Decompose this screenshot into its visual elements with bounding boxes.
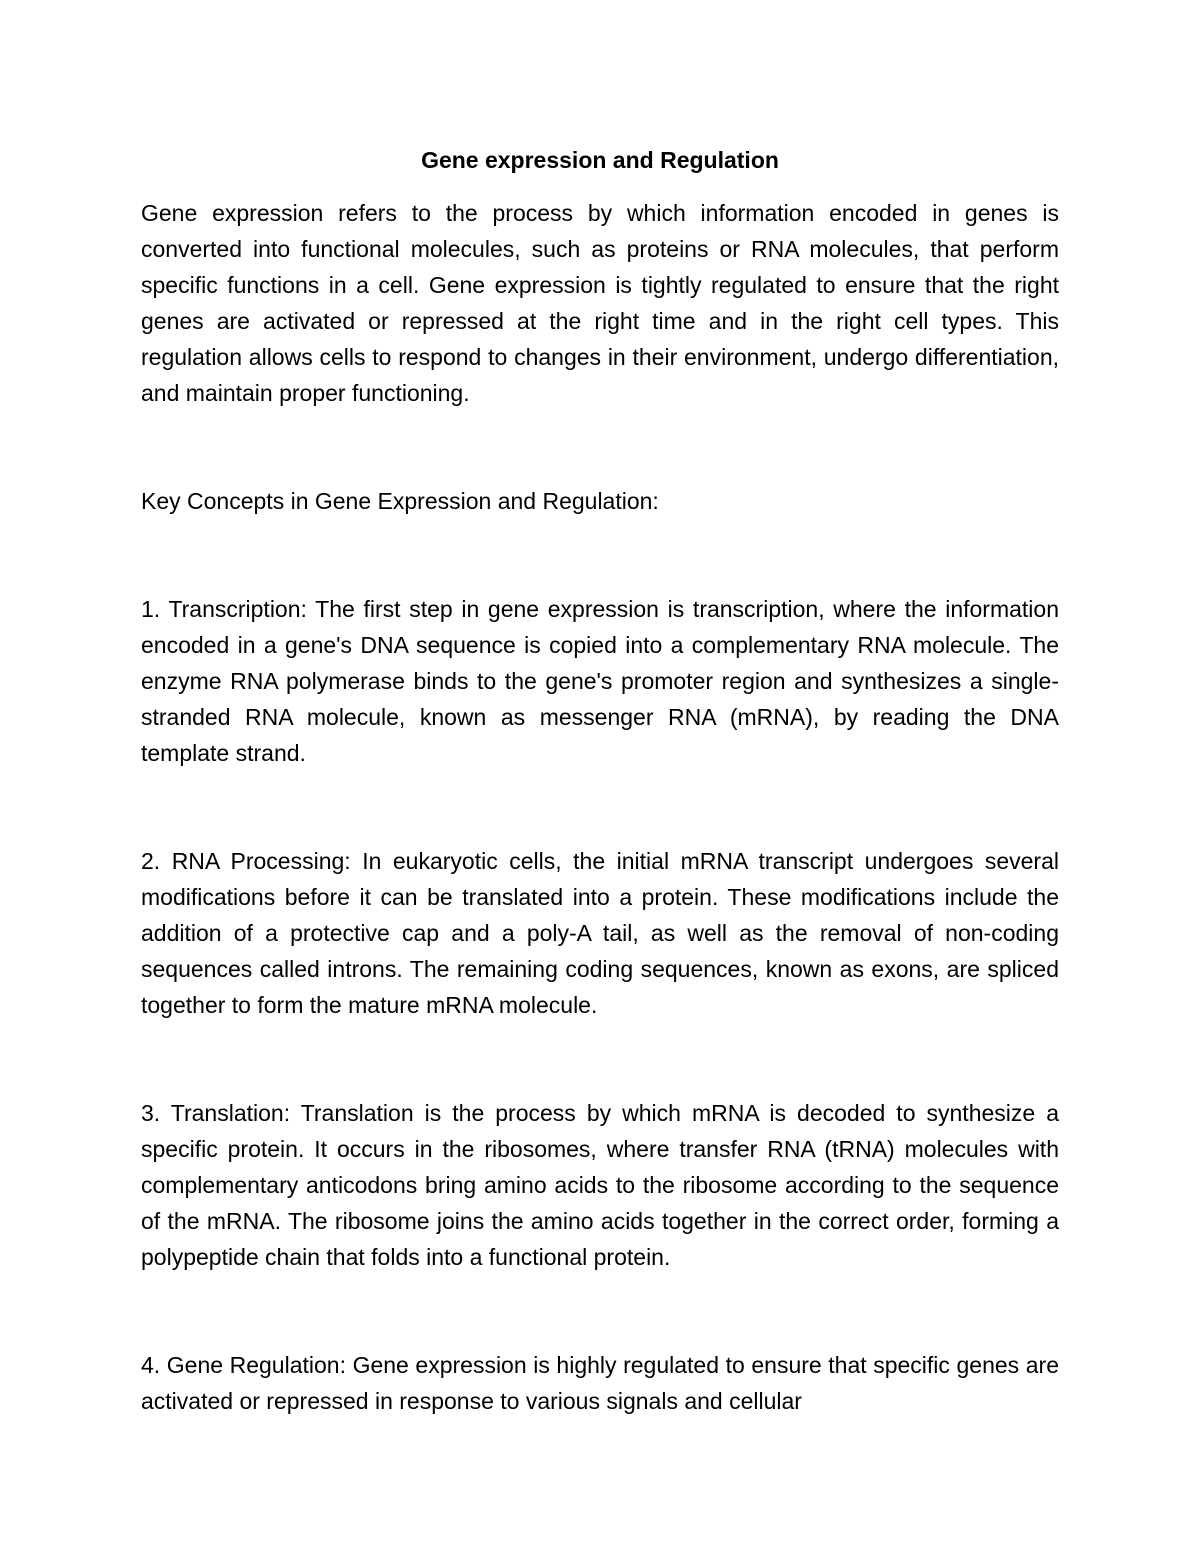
- document-title: Gene expression and Regulation: [421, 147, 779, 173]
- intro-paragraph: Gene expression refers to the process by which information encoded in genes is converted into functional molecules, such as proteins or RNA molecules, that perform specific functions in a cell. Gene expression is tightly regulated to ensure that the right genes are activated or repressed at the right time and in the right cell types. This regulation allows cells to respond to changes in their environment, undergo differentiation, and maintain proper functioning.: [141, 200, 1059, 406]
- spacer: [141, 771, 1059, 843]
- spacer: [141, 411, 1059, 483]
- spacer: [141, 1275, 1059, 1347]
- spacer: [141, 519, 1059, 591]
- spacer: [141, 1023, 1059, 1095]
- document-body: [141, 142, 1059, 1419]
- concept-item-rna-processing: 2. RNA Processing: In eukaryotic cells, the initial mRNA transcript undergoes several modifications before it can be translated into a protein. These modifications include the addition of a protective cap and a poly-A tail, as well as the removal of non-coding sequences called introns. The remaining coding sequences, known as exons, are spliced together to form the mature mRNA molecule.: [141, 848, 1059, 1018]
- concept-item-translation: 3. Translation: Translation is the process by which mRNA is decoded to synthesize a specific protein. It occurs in the ribosomes, where transfer RNA (tRNA) molecules with complementary anticodons bring amino acids to the ribosome according to the sequence of the mRNA. The ribosome joins the amino acids together in the correct order, forming a polypeptide chain that folds into a functional protein.: [141, 1100, 1059, 1270]
- key-concepts-heading: Key Concepts in Gene Expression and Regulation:: [141, 488, 659, 514]
- concept-item-gene-regulation: 4. Gene Regulation: Gene expression is highly regulated to ensure that specific genes are activated or repressed in response to various signals and cellular: [141, 1352, 1059, 1414]
- concept-item-transcription: 1. Transcription: The first step in gene expression is transcription, where the information encoded in a gene's DNA sequence is copied into a complementary RNA molecule. The enzyme RNA polymerase binds to the gene's promoter region and synthesizes a single-stranded RNA molecule, known as messenger RNA (mRNA), by reading the DNA template strand.: [141, 596, 1059, 766]
